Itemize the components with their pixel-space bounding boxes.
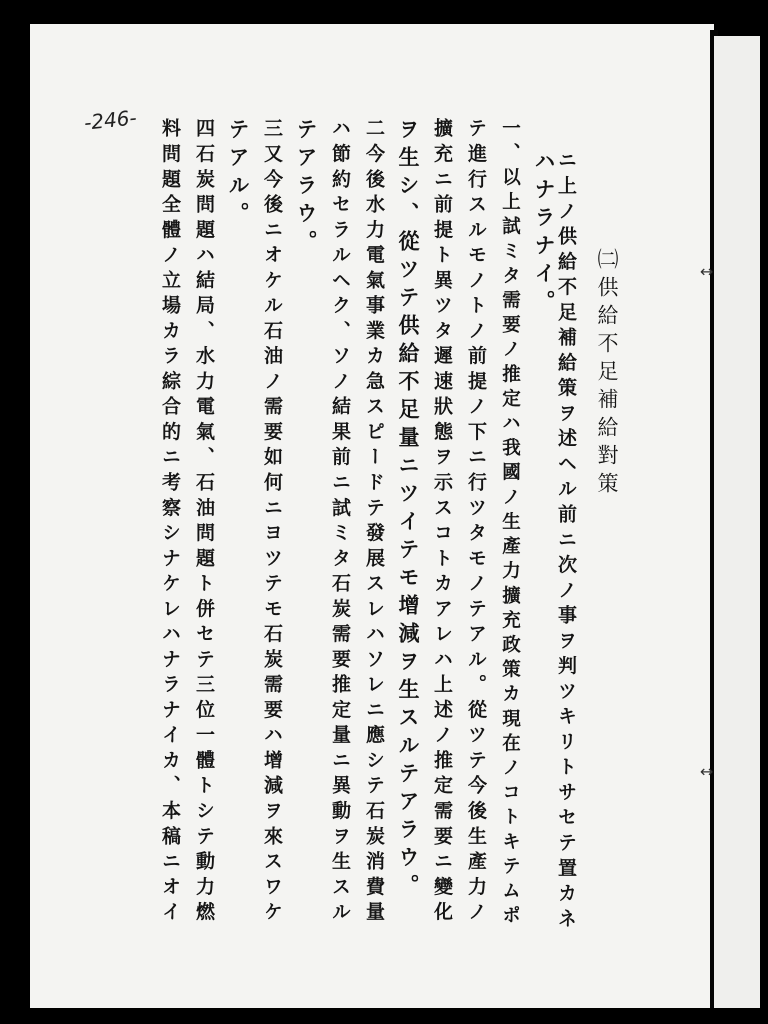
text-column-5: 擴充ニ前提ト異ツタ遲速狀態ヲ示スコトカアレハ上述ノ推定需要ニ變化 (431, 118, 453, 927)
text-column-2: ハナラナイ。 (532, 150, 557, 318)
text-column-9: テアラウ。 (294, 118, 319, 258)
text-column-12: 四石炭問題ハ結局、水力電氣、石油問題ト併セテ三位一體トシテ動力燃 (193, 118, 215, 927)
text-column-8: ハ節約セラルヘク、ソノ結果前ニ試ミタ石炭需要推定量ニ異動ヲ生スル (329, 118, 351, 927)
adjacent-page-edge (714, 36, 760, 1008)
section-heading: ㈡供給不足補給對策 (595, 248, 619, 500)
text-column-13: 料問題全體ノ立場カラ綜合的ニ考察シナケレハナラナイカ、本稿ニオイ (159, 118, 181, 927)
binding-mark-lower: ↔ (700, 762, 714, 781)
binding-mark-upper: ↔ (700, 262, 714, 281)
text-column-3: 一、以上試ミタ需要ノ推定ハ我國ノ生產力擴充政策カ現在ノコトキテムポ (499, 118, 521, 930)
text-column-11: テアル。 (226, 118, 251, 230)
text-column-1: ニ上ノ供給不足補給策ヲ述ヘル前ニ次ノ事ヲ判ツキリトサセテ置カネ (555, 150, 577, 934)
text-column-4: テ進行スルモノトノ前提ノ下ニ行ツタモノテアル。從ツテ今後生產力ノ (465, 118, 487, 927)
text-column-6: ヲ生シ、從ツテ供給不足量ニツイテモ增減ヲ生スルテアラウ。 (396, 118, 421, 902)
text-column-7: 二今後水力電氣事業カ急スピードテ發展スレハソレニ應シテ石炭消費量 (363, 118, 385, 927)
page-number: -246- (82, 105, 138, 135)
text-column-10: 三又今後ニオケル石油ノ需要如何ニヨツテモ石炭需要ハ增減ヲ來スワケ (261, 118, 283, 927)
